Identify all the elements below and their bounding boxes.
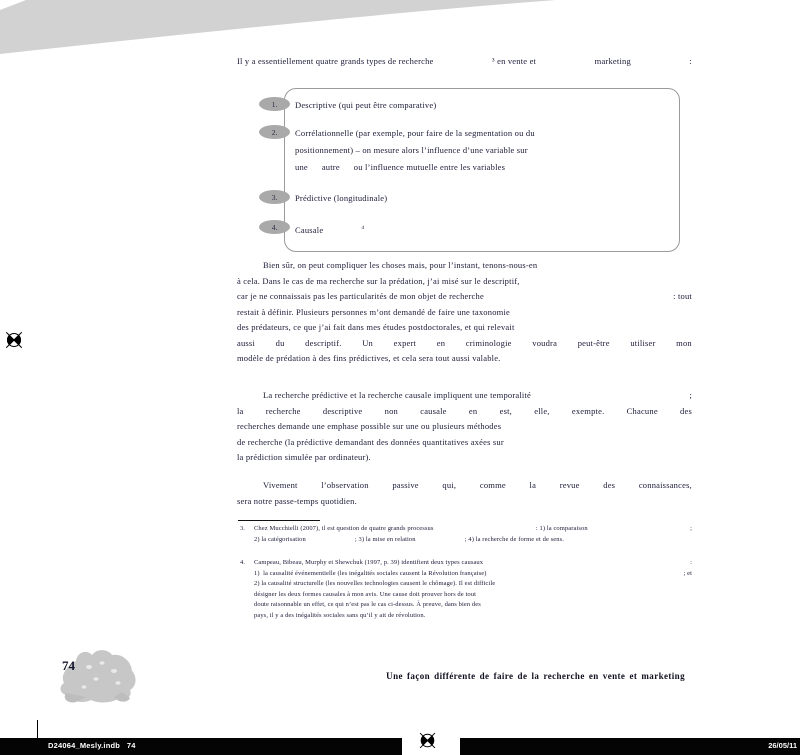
text-line: [254, 558, 692, 569]
text-line: [237, 450, 692, 466]
research-type-item: [271, 220, 679, 239]
item-number-badge: 2.: [259, 125, 290, 139]
text-line: [295, 97, 655, 114]
text-segment: est,: [499, 405, 512, 416]
text-segment: Prédictive (longitudinale): [295, 193, 388, 203]
text-line: [237, 258, 692, 274]
text-line: [295, 159, 655, 176]
text-segment: 1) la causalité événementielle (les inégalités sociales causent la Révolution française): [254, 569, 487, 577]
text-line: [237, 478, 692, 494]
footnote-number: 3.: [240, 525, 245, 532]
text-segment: des prédateurs, ce que j’ai fait dans mes études postdoctorales, et qui relevait: [237, 322, 515, 332]
page-number: 74: [62, 658, 75, 673]
text-line: [254, 524, 692, 535]
text-segment: mon: [676, 337, 692, 348]
text-line: [254, 569, 692, 580]
text-column: [237, 50, 692, 700]
text-segment: Un: [362, 337, 374, 348]
text-segment: passive: [392, 480, 419, 490]
text-segment: descriptive: [322, 405, 363, 416]
text-segment: pays, il y a des inégalités sociales sans qu’il y ait de révolution.: [254, 611, 426, 619]
registration-mark-bottom-icon: [416, 729, 439, 752]
text-line: [295, 190, 655, 207]
intro-line: [237, 54, 692, 70]
text-segment: criminologie: [465, 337, 512, 348]
text-segment: Bien sûr, on peut compliquer les choses mais, pour l’instant, tenons-nous-en: [263, 260, 538, 270]
research-type-item: [271, 125, 679, 176]
text-segment: revue: [559, 480, 580, 490]
item-text: [295, 190, 655, 207]
text-line: [237, 289, 692, 305]
paragraph: [237, 388, 692, 466]
text-line: [237, 494, 692, 510]
text-segment: une autre ou l’influence mutuelle entre les variables: [295, 162, 506, 172]
text-segment: la prédiction simulée par ordinateur).: [237, 452, 371, 462]
running-footer-title: Une façon différente de faire de la recherche en vente et marketing: [386, 671, 685, 681]
text-segment: désigner les deux formes causales à mon avis. Une cause doit prouver hors de tout: [254, 590, 476, 598]
registration-mark-left-icon: [2, 328, 26, 352]
text-line: [237, 435, 692, 451]
text-segment: ³ en vente et: [492, 56, 537, 66]
text-segment: recherche: [265, 405, 301, 416]
text-segment: : 1) la comparaison: [535, 525, 588, 532]
text-segment: des: [680, 405, 692, 416]
text-segment: positionnement) – on mesure alors l’influence d’une variable sur: [295, 145, 528, 155]
text-line: [237, 336, 692, 352]
text-line: [237, 419, 692, 435]
text-segment: exempte.: [571, 405, 605, 416]
text-segment: recherches demande une emphase possible sur une ou plusieurs méthodes: [237, 421, 502, 431]
text-segment: à cela. Dans le cas de ma recherche sur la prédation, j’ai misé sur le descriptif,: [237, 275, 520, 286]
text-segment: car je ne connaissais pas les particularités de mon objet de recherche: [237, 291, 484, 301]
frog-logo-icon: [56, 645, 140, 707]
footnote-text: [254, 558, 692, 621]
text-segment: La recherche prédictive et la recherche causale impliquent une temporalité: [263, 390, 532, 400]
text-line: [254, 611, 692, 622]
text-segment: aussi: [237, 337, 255, 348]
text-segment: 2) la catégorisation: [254, 535, 306, 543]
text-segment: Il y a essentiellement quatre grands types de recherche: [237, 56, 434, 66]
text-segment: 2) la causalité structurelle (les nouvelles technologies causent le chômage). Il est difficile: [254, 580, 496, 587]
text-segment: doute raisonnable un effet, ce qui n’est pas le cas ci-dessus. À preuve, dans bien des: [254, 601, 481, 608]
text-segment: comme: [479, 480, 506, 490]
text-segment: ;: [689, 390, 692, 400]
text-line: [237, 274, 692, 290]
text-segment: Chacune: [626, 405, 658, 416]
research-type-item: [271, 97, 679, 114]
text-line: [254, 590, 692, 601]
text-segment: marketing: [594, 56, 631, 66]
text-line: [254, 535, 564, 546]
paragraph: [237, 478, 692, 509]
print-filename: D24064_Mesly.indb 74: [48, 741, 136, 750]
text-segment: la: [529, 480, 537, 490]
item-text: [295, 220, 655, 239]
paragraph: [237, 258, 692, 367]
text-line: [254, 600, 692, 611]
text-segment: ; et: [683, 569, 692, 577]
text-segment: Corrélationnelle (par exemple, pour faire de la segmentation ou du: [295, 128, 535, 138]
text-line: [254, 579, 692, 590]
text-segment: : tout: [673, 291, 692, 301]
footnote-number: 4.: [240, 559, 245, 566]
text-segment: causale: [420, 405, 447, 416]
text-segment: utiliser: [630, 337, 656, 348]
text-segment: ; 4) la recherche de forme et de sens.: [464, 535, 564, 543]
text-segment: ;: [690, 525, 692, 532]
text-line: [237, 305, 692, 321]
print-date: 26/05/11: [768, 741, 797, 750]
text-line: [295, 125, 655, 142]
crop-mark: [37, 720, 38, 738]
footnote: [237, 524, 692, 545]
item-text: [295, 125, 655, 176]
text-segment: elle,: [534, 405, 550, 416]
text-segment: voudra: [532, 337, 558, 348]
text-line: [237, 351, 692, 367]
text-segment: non: [384, 405, 398, 416]
page-number-block: [56, 645, 140, 707]
text-line: [237, 404, 692, 420]
text-segment: ; 3) la mise en relation: [354, 535, 416, 543]
text-segment: du: [275, 337, 285, 348]
item-number-badge: 1.: [259, 97, 290, 111]
text-segment: restait à définir. Plusieurs personnes m’ont demandé de faire une taxonomie: [237, 306, 510, 317]
text-segment: :: [690, 559, 692, 566]
text-segment: peut-être: [577, 337, 610, 348]
text-segment: descriptif.: [305, 337, 342, 348]
item-number-badge: 3.: [259, 190, 290, 204]
text-line: [237, 320, 692, 336]
text-line: [295, 142, 655, 159]
text-segment: des: [603, 480, 616, 490]
text-segment: qui,: [442, 480, 457, 490]
research-type-item: [271, 190, 679, 207]
footnote-separator: [238, 520, 320, 521]
text-segment: :: [689, 56, 692, 66]
text-segment: la: [237, 405, 244, 416]
text-segment: Descriptive (qui peut être comparative): [295, 100, 437, 110]
text-segment: l’observation: [321, 480, 369, 490]
text-segment: Campeau, Bibeau, Murphy et Shewchuk (1997, p. 39) identifient deux types causaux: [254, 559, 484, 566]
text-segment: expert: [393, 337, 417, 348]
footnote-reference: 4: [361, 225, 365, 231]
text-line: [237, 388, 692, 404]
text-segment: Chez Mucchielli (2007), il est question de quatre grands processus: [254, 525, 434, 532]
text-segment: Causale: [295, 224, 324, 235]
text-segment: sera notre passe-temps quotidien.: [237, 495, 357, 506]
footnote: [237, 558, 692, 621]
footnote-text: [254, 524, 692, 545]
research-types-box: [271, 88, 680, 252]
text-segment: connaissances,: [638, 480, 692, 490]
item-number-badge: 4.: [259, 220, 290, 234]
text-segment: en: [436, 337, 446, 348]
item-text: [295, 97, 655, 114]
text-line: [295, 220, 655, 239]
text-segment: Vivement: [263, 480, 298, 490]
text-segment: en: [468, 405, 478, 416]
text-segment: de recherche (la prédictive demandant des données quantitatives axées sur: [237, 436, 504, 447]
text-segment: modèle de prédation à des fins prédictives, et cela sera tout aussi valable.: [237, 353, 501, 363]
